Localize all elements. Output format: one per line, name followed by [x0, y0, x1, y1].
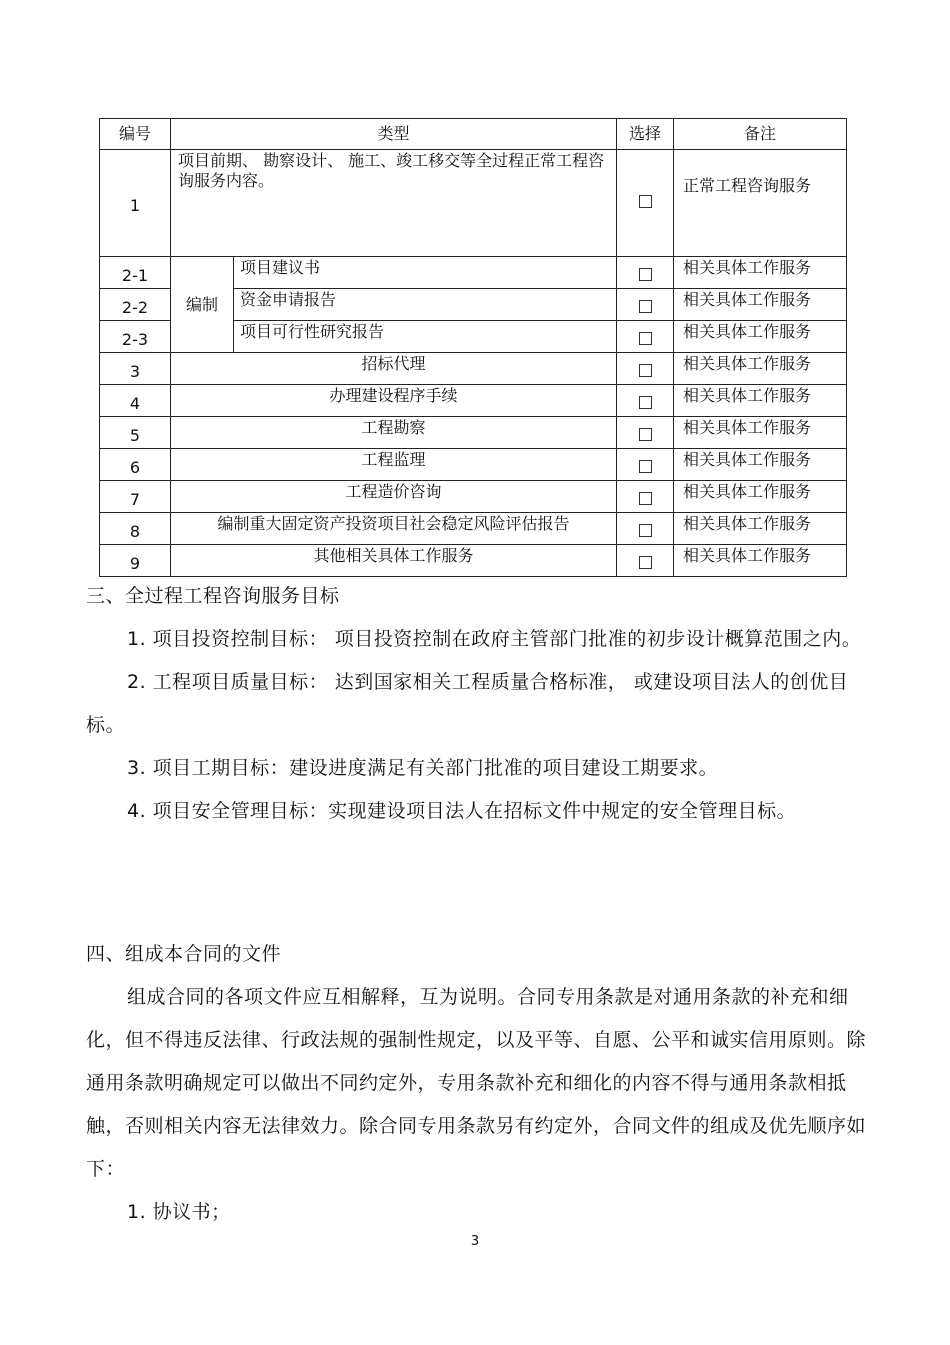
- row-type: 办理建设程序手续: [171, 385, 617, 417]
- row-type: 工程监理: [171, 449, 617, 481]
- row-type: 项目建议书: [234, 257, 617, 289]
- row-num: 2-3: [121, 329, 149, 349]
- table-row: [100, 545, 847, 577]
- goal-item: 2. 工程项目质量目标： 达到国家相关工程质量合格标准， 或建设项目法人的创优目标。: [86, 671, 849, 736]
- row-type: 项目可行性研究报告: [234, 321, 617, 353]
- row-note: 相关具体工作服务: [674, 385, 847, 417]
- row-num: 9: [129, 553, 141, 573]
- table-row: [100, 257, 847, 289]
- group-label: 编制: [171, 257, 234, 353]
- row-type: 工程勘察: [171, 417, 617, 449]
- row-note: 相关具体工作服务: [674, 481, 847, 513]
- section-4-paragraph: 组成合同的各项文件应互相解释，互为说明。合同专用条款是对通用条款的补充和细化，但不得违反法律、行政法规的强制性规定，以及平等、自愿、公平和诚实信用原则。除通用条款明确规定可以做出不同约定外，专用条款补充和细化的内容不得与通用条款相抵触，否则相关内容无法律效力。除合同专用条款另有约定外，合同文件的组成及优先顺序如下：: [86, 986, 867, 1180]
- row-note: 相关具体工作服务: [674, 417, 847, 449]
- table-row: [100, 449, 847, 481]
- document-item: 1. 协议书；: [127, 1201, 231, 1223]
- section-3-heading: 三、全过程工程咨询服务目标: [86, 585, 340, 607]
- select-checkbox[interactable]: [639, 492, 652, 505]
- row-type: 其他相关具体工作服务: [171, 545, 617, 577]
- row-note: 相关具体工作服务: [674, 257, 847, 289]
- service-table: [99, 118, 847, 577]
- header-num: 编号: [100, 119, 171, 150]
- table-row: [100, 150, 847, 257]
- row-type: 招标代理: [171, 353, 617, 385]
- table-row: [100, 481, 847, 513]
- row-note: 正常工程咨询服务: [674, 150, 847, 257]
- row-num: 6: [129, 457, 141, 477]
- row-type: 工程造价咨询: [171, 481, 617, 513]
- row-note: 相关具体工作服务: [674, 545, 847, 577]
- header-select: 选择: [617, 119, 674, 150]
- header-type: 类型: [171, 119, 617, 150]
- table-row: [100, 417, 847, 449]
- row-note: 相关具体工作服务: [674, 289, 847, 321]
- goal-item: 3. 项目工期目标：建设进度满足有关部门批准的项目建设工期要求。: [127, 757, 719, 779]
- row-note: 相关具体工作服务: [674, 353, 847, 385]
- row-num: 5: [129, 425, 141, 445]
- select-checkbox[interactable]: [639, 460, 652, 473]
- select-checkbox[interactable]: [639, 268, 652, 281]
- select-checkbox[interactable]: [639, 332, 652, 345]
- header-note: 备注: [674, 119, 847, 150]
- page-number: 3: [470, 1234, 480, 1249]
- row-note: 相关具体工作服务: [674, 449, 847, 481]
- select-checkbox[interactable]: [639, 300, 652, 313]
- goal-item: 4. 项目安全管理目标：实现建设项目法人在招标文件中规定的安全管理目标。: [127, 800, 797, 822]
- goal-item: 1. 项目投资控制目标： 项目投资控制在政府主管部门批准的初步设计概算范围之内。: [127, 628, 862, 650]
- row-num: 7: [129, 489, 141, 509]
- section-3: [86, 575, 866, 833]
- row-type: 项目前期、 勘察设计、 施工、竣工移交等全过程正常工程咨询服务内容。: [171, 150, 617, 257]
- row-num: 4: [129, 393, 141, 413]
- row-num: 2-2: [121, 297, 149, 317]
- table-row: [100, 513, 847, 545]
- select-checkbox[interactable]: [639, 556, 652, 569]
- table-header-row: [100, 119, 847, 150]
- row-num: 2-1: [121, 265, 149, 285]
- select-checkbox[interactable]: [639, 524, 652, 537]
- row-num: 3: [129, 361, 141, 381]
- table-row: [100, 353, 847, 385]
- row-note: 相关具体工作服务: [674, 513, 847, 545]
- select-checkbox[interactable]: [639, 428, 652, 441]
- select-checkbox[interactable]: [639, 396, 652, 409]
- row-type: 编制重大固定资产投资项目社会稳定风险评估报告: [171, 513, 617, 545]
- section-4-heading: 四、组成本合同的文件: [86, 943, 282, 965]
- section-4: [86, 933, 866, 1234]
- select-checkbox[interactable]: [639, 364, 652, 377]
- row-num: 8: [129, 521, 141, 541]
- select-checkbox[interactable]: [639, 195, 652, 208]
- table-row: [100, 385, 847, 417]
- row-type: 资金申请报告: [234, 289, 617, 321]
- row-num: 1: [129, 196, 141, 215]
- row-note: 相关具体工作服务: [674, 321, 847, 353]
